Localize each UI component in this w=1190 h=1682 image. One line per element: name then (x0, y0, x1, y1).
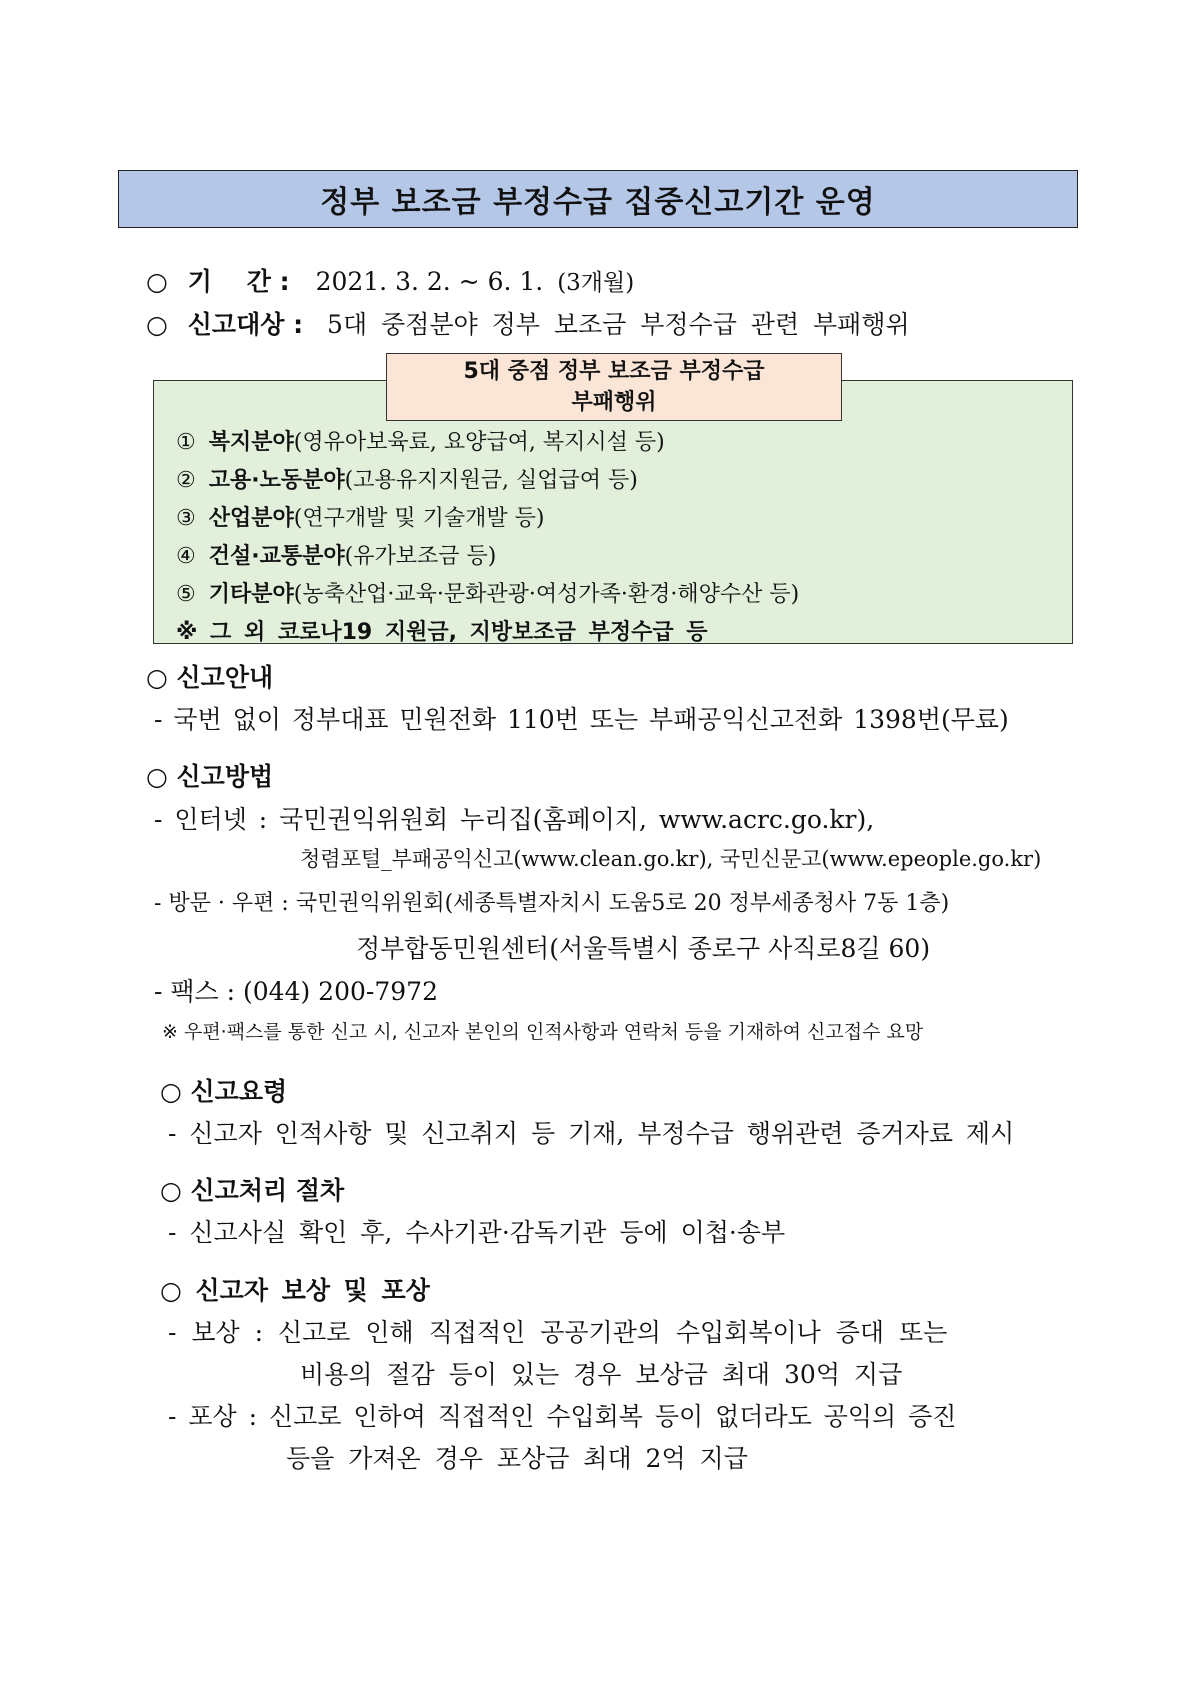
guide-heading: ○ 신고안내 (146, 663, 274, 692)
reward-prize-2: 등을 가져온 경우 포상금 최대 2억 지급 (286, 1444, 748, 1473)
focus-item-label: 기타분야 (208, 582, 294, 607)
focus-areas-header (386, 353, 842, 421)
procedure-heading: ○ 신고처리 절차 (160, 1176, 345, 1205)
focus-item-num: ① (176, 430, 196, 455)
focus-item-num: ③ (176, 506, 196, 531)
method-note: ※ 우편·팩스를 통한 신고 시, 신고자 본인의 인적사항과 연락처 등을 기재하여 신고접수 요망 (162, 1021, 924, 1043)
requirements-line: - 신고자 인적사항 및 신고취지 등 기재, 부정수급 행위관련 증거자료 제시 (168, 1119, 1015, 1148)
focus-areas-header-line2: 부패행위 (571, 390, 657, 415)
procedure-line: - 신고사실 확인 후, 수사기관·감독기관 등에 이첩·송부 (168, 1218, 786, 1247)
focus-item-detail: (연구개발 및 기술개발 등) (293, 506, 545, 531)
reward-comp-2: 비용의 절감 등이 있는 경우 보상금 최대 30억 지급 (300, 1360, 903, 1389)
method-visit-2: 정부합동민원센터(서울특별시 종로구 사직로8길 60) (356, 934, 931, 963)
target-row (146, 305, 910, 341)
focus-note: ※ 그 외 코로나19 지원금, 지방보조금 부정수급 등 (176, 620, 708, 645)
reward-comp-1: - 보상 : 신고로 인해 직접적인 공공기관의 수입회복이나 증대 또는 (168, 1318, 948, 1347)
period-label: 기 간 : (187, 267, 290, 296)
focus-item-label: 고용·노동분야 (208, 468, 345, 493)
focus-item-label: 산업분야 (208, 506, 294, 531)
method-heading: ○ 신고방법 (146, 762, 274, 791)
target-label: 신고대상 : (187, 310, 304, 339)
requirements-heading: ○ 신고요령 (160, 1077, 288, 1106)
reward-prize-1: - 포상 : 신고로 인하여 직접적인 수입회복 등이 없더라도 공익의 증진 (168, 1402, 957, 1431)
focus-item-num: ④ (176, 544, 196, 569)
focus-item-num: ② (176, 468, 196, 493)
period-row (146, 262, 634, 298)
focus-item (176, 425, 665, 456)
method-internet-1: - 인터넷 : 국민권익위원회 누리집(홈페이지, www.acrc.go.kr), (154, 805, 875, 834)
focus-item-label: 건설·교통분야 (208, 544, 345, 569)
method-visit-1: - 방문 · 우편 : 국민권익위원회(세종특별자치시 도움5로 20 정부세종청사 7동 1층) (154, 891, 950, 916)
period-value: 2021. 3. 2. ~ 6. 1. (315, 267, 544, 296)
focus-item-detail: (영유아보육료, 요양급여, 복지시설 등) (293, 430, 665, 455)
focus-item (176, 501, 544, 532)
method-internet-2: 청렴포털_부패공익신고(www.clean.go.kr), 국민신문고(www.epeople.go.kr) (300, 847, 1042, 871)
method-fax: - 팩스 : (044) 200-7972 (154, 977, 438, 1006)
period-bullet: ○ (146, 267, 168, 296)
guide-line: - 국번 없이 정부대표 민원전화 110번 또는 부패공익신고전화 1398번(무료) (154, 705, 1009, 734)
focus-item-detail: (농축산업·교육·문화관광·여성가족·환경·해양수산 등) (293, 582, 800, 607)
period-note: (3개월) (557, 270, 635, 296)
focus-item (176, 577, 799, 608)
focus-item-num: ⑤ (176, 582, 196, 607)
focus-item (176, 539, 496, 570)
focus-areas-header-line1: 5대 중점 정부 보조금 부정수급 (463, 359, 765, 384)
focus-item-detail: (고용유지지원금, 실업급여 등) (344, 468, 638, 493)
focus-item (176, 463, 638, 494)
focus-item-detail: (유가보조금 등) (344, 544, 497, 569)
target-value: 5대 중점분야 정부 보조금 부정수급 관련 부패행위 (327, 310, 910, 339)
target-bullet: ○ (146, 310, 168, 339)
reward-heading: ○ 신고자 보상 및 포상 (160, 1276, 430, 1305)
focus-item-label: 복지분야 (208, 430, 294, 455)
page-title: 정부 보조금 부정수급 집중신고기간 운영 (118, 170, 1078, 228)
